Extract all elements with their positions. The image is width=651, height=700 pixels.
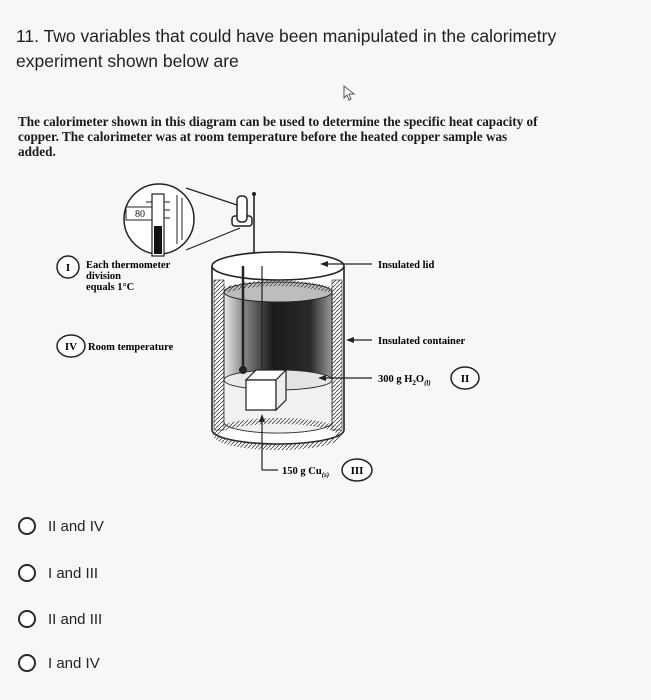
label-I-line3: equals 1°C	[86, 282, 135, 293]
insulated-container-label: Insulated container	[378, 336, 466, 347]
copper-sample	[246, 370, 286, 410]
option-i-and-iii[interactable]	[18, 559, 98, 587]
option-label: I and III	[48, 564, 99, 582]
option-ii-and-iii[interactable]	[18, 605, 102, 633]
calorimeter-diagram	[0, 180, 651, 500]
label-IV-text: Room temperature	[88, 342, 174, 353]
option-label: II and III	[48, 610, 103, 628]
thermometer-reading: 80	[135, 209, 145, 220]
radio-button[interactable]	[18, 564, 36, 582]
svg-text:300 g H2O(l): 300 g $H_2O_{(l)}$	[378, 374, 431, 387]
copper-label	[282, 459, 372, 481]
svg-text:IV: IV	[64, 341, 78, 353]
option-label: I and IV	[48, 654, 100, 672]
radio-button[interactable]	[18, 517, 36, 535]
label-I-line2: division	[86, 271, 122, 282]
radio-button[interactable]	[18, 610, 36, 628]
svg-text:III: III	[350, 465, 364, 477]
question-text: 11. Two variables that could have been manipulated in the calorimetry experiment shown below are	[16, 26, 557, 71]
option-label: II and IV	[48, 517, 104, 535]
svg-text:150 g Cu(s): 150 g $Cu_{(s)}$	[282, 466, 330, 479]
label-I-line1: Each thermometer	[86, 260, 171, 271]
intro-paragraph: The calorimeter shown in this diagram can be used to determine the specific heat capacity of copper. The calorimeter was at room temperature before the heated copper sample was added.	[18, 114, 538, 159]
calorimeter-container	[212, 252, 344, 447]
svg-text:I: I	[65, 262, 71, 274]
mouse-pointer-icon	[341, 84, 359, 102]
option-ii-and-iv[interactable]	[18, 512, 104, 540]
label-IV	[57, 335, 174, 357]
option-i-and-iv[interactable]	[18, 649, 100, 677]
svg-text:II: II	[460, 373, 470, 385]
label-I	[57, 256, 171, 293]
radio-button[interactable]	[18, 654, 36, 672]
water-label	[378, 367, 479, 389]
thermometer-magnifier	[124, 184, 240, 256]
insulated-lid-label: Insulated lid	[378, 260, 435, 271]
